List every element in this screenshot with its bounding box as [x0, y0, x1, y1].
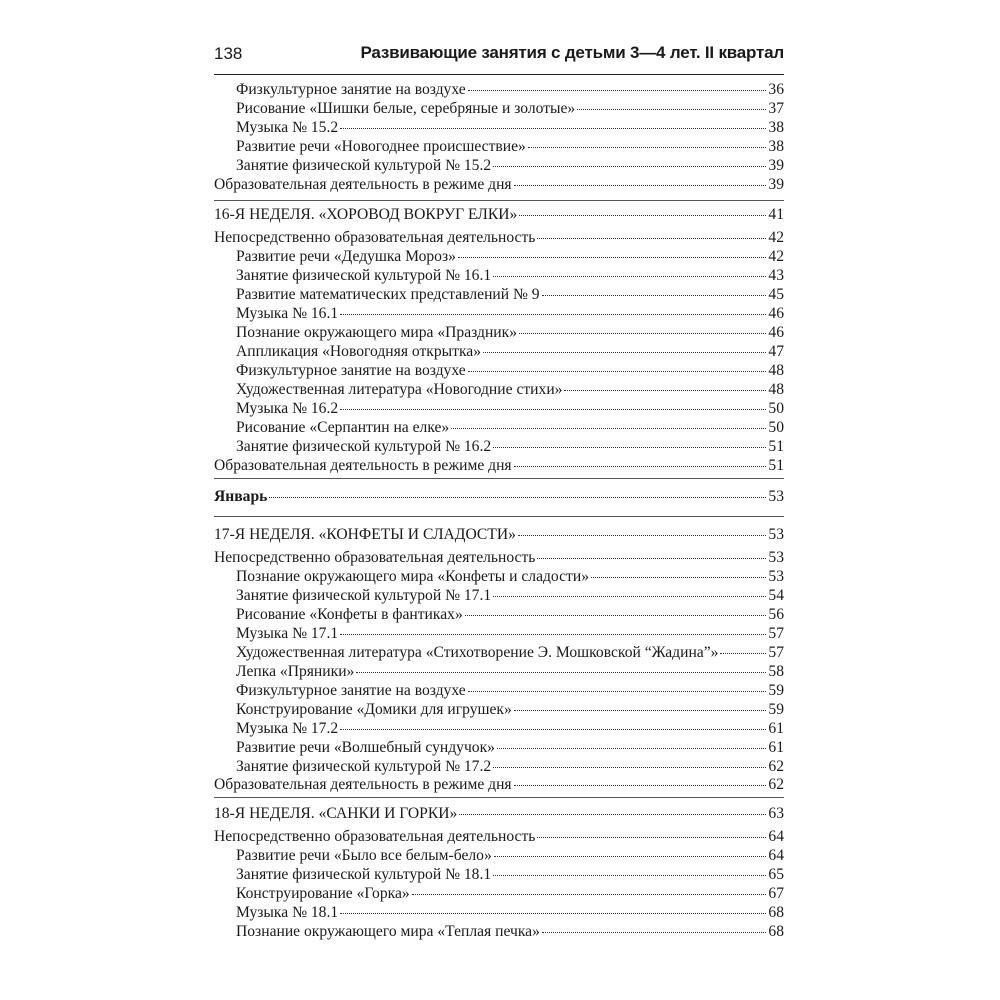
toc-entry-label: Художественная литература «Стихотворение Э. Мошковской “Жадина”» — [236, 644, 719, 661]
toc-page-number: 38 — [768, 119, 784, 136]
dot-leader — [340, 314, 766, 315]
toc-page-number: 53 — [768, 488, 784, 505]
dot-leader — [269, 497, 766, 498]
dot-leader — [537, 837, 766, 838]
toc-page-number: 48 — [768, 381, 784, 398]
dot-leader — [518, 535, 767, 536]
dot-leader — [514, 785, 767, 786]
dot-leader — [494, 856, 767, 857]
toc-entry — [236, 846, 784, 866]
toc-entry-label: Образовательная деятельность в режиме дня — [214, 457, 512, 474]
toc-page-number: 41 — [768, 206, 784, 223]
toc-entry — [236, 662, 784, 682]
toc-page-number: 68 — [768, 923, 784, 940]
toc-page-number: 47 — [768, 343, 784, 360]
dot-leader — [483, 352, 766, 353]
toc-page-number: 62 — [768, 758, 784, 775]
toc-entry-label: Развитие речи «Новогоднее происшествие» — [236, 138, 526, 155]
toc-page-number: 53 — [768, 549, 784, 566]
toc-entry-label: Непосредственно образовательная деятельность — [214, 828, 536, 845]
dot-leader — [564, 390, 766, 391]
toc-entry-label: Музыка № 17.2 — [236, 720, 339, 737]
toc-entry-label: Познание окружающего мира «Праздник» — [236, 324, 518, 341]
toc-entry-label: Занятие физической культурой № 18.1 — [236, 866, 492, 883]
toc-page-number: 64 — [768, 828, 784, 845]
dot-leader — [493, 276, 766, 277]
toc-entry-label: Образовательная деятельность в режиме дня — [214, 776, 512, 793]
running-title: Развивающие занятия с детьми 3—4 лет. II квартал — [360, 43, 784, 62]
dot-leader — [493, 596, 766, 597]
toc-page-number: 59 — [768, 682, 784, 699]
toc-page-number: 51 — [768, 457, 784, 474]
toc-entry — [236, 418, 784, 438]
toc-week-heading — [214, 804, 784, 824]
toc-entry-label: Занятие физической культурой № 15.2 — [236, 157, 492, 174]
toc-entry-label: Рисование «Серпантин на елке» — [236, 419, 450, 436]
toc-entry — [236, 605, 784, 625]
dot-leader — [537, 238, 766, 239]
dot-leader — [514, 466, 767, 467]
toc-entry — [236, 437, 784, 457]
section-divider — [214, 478, 784, 479]
toc-entry-label: Занятие физической культурой № 16.1 — [236, 267, 492, 284]
dot-leader — [340, 634, 766, 635]
toc-entry-label: Музыка № 16.2 — [236, 400, 339, 417]
toc-entry — [236, 719, 784, 739]
dot-leader — [493, 767, 766, 768]
toc-entry-label: Рисование «Конфеты в фантиках» — [236, 606, 463, 623]
toc-entry-label: Развитие речи «Дедушка Мороз» — [236, 248, 456, 265]
toc-entry — [236, 757, 784, 777]
toc-page-number: 56 — [768, 606, 784, 623]
toc-entry-label: Занятие физической культурой № 16.2 — [236, 438, 492, 455]
toc-page-number: 58 — [768, 663, 784, 680]
toc-page-number: 63 — [768, 805, 784, 822]
toc-entry — [236, 643, 784, 663]
toc-page-number: 43 — [768, 267, 784, 284]
toc-week-heading — [214, 205, 784, 225]
toc-entry-label: Конструирование «Домики для игрушек» — [236, 701, 512, 718]
toc-entry — [236, 80, 784, 100]
dot-leader — [519, 215, 766, 216]
toc-page-number: 61 — [768, 739, 784, 756]
toc-entry — [236, 137, 784, 157]
toc-entry — [236, 624, 784, 644]
dot-leader — [493, 875, 766, 876]
toc-entry-label: Развитие речи «Волшебный сундучок» — [236, 739, 495, 756]
toc-page-number: 36 — [768, 81, 784, 98]
running-header — [214, 38, 784, 75]
toc-entry-label: 18-Я НЕДЕЛЯ. «САНКИ И ГОРКИ» — [214, 805, 458, 822]
toc-page-number: 64 — [768, 847, 784, 864]
toc-entry — [236, 922, 784, 942]
dot-leader — [537, 558, 766, 559]
toc-entry — [236, 285, 784, 305]
toc-entry-label: Непосредственно образовательная деятельность — [214, 229, 536, 246]
dot-leader — [340, 128, 766, 129]
toc-entry-label: Познание окружающего мира «Конфеты и сладости» — [236, 568, 589, 585]
toc-page-number: 38 — [768, 138, 784, 155]
toc-entry — [236, 681, 784, 701]
toc-entry-label: Музыка № 17.1 — [236, 625, 339, 642]
dot-leader — [514, 185, 767, 186]
dot-leader — [468, 371, 767, 372]
toc-entry-label: Музыка № 16.1 — [236, 305, 339, 322]
dot-leader — [514, 710, 767, 711]
toc-page-number: 45 — [768, 286, 784, 303]
dot-leader — [340, 409, 766, 410]
section-divider — [214, 516, 784, 517]
toc-page-number: 57 — [768, 625, 784, 642]
toc-entry-label: Физкультурное занятие на воздухе — [236, 81, 466, 98]
toc-entry-label: Рисование «Шишки белые, серебряные и золотые» — [236, 100, 576, 117]
toc-entry-label: 16-Я НЕДЕЛЯ. «ХОРОВОД ВОКРУГ ЕЛКИ» — [214, 206, 518, 223]
toc-entry — [236, 567, 784, 587]
toc-entry — [236, 247, 784, 267]
toc-entry — [236, 865, 784, 885]
toc-entry-label: Занятие физической культурой № 17.1 — [236, 587, 492, 604]
dot-leader — [497, 748, 766, 749]
toc-entry-label: Физкультурное занятие на воздухе — [236, 682, 466, 699]
toc-entry — [236, 266, 784, 286]
toc-entry-label: 17-Я НЕДЕЛЯ. «КОНФЕТЫ И СЛАДОСТИ» — [214, 526, 516, 543]
toc-page-number: 46 — [768, 305, 784, 322]
toc-page-number: 65 — [768, 866, 784, 883]
dot-leader — [577, 109, 766, 110]
toc-page-number: 37 — [768, 100, 784, 117]
section-divider — [214, 797, 784, 798]
toc-page-number: 61 — [768, 720, 784, 737]
toc-entry-label: Аппликация «Новогодняя открытка» — [236, 343, 482, 360]
dot-leader — [542, 932, 767, 933]
toc-entry — [214, 228, 784, 248]
toc-month-heading — [214, 487, 784, 507]
toc-entry-label: Образовательная деятельность в режиме дня — [214, 176, 512, 193]
dot-leader — [591, 577, 766, 578]
toc-page-number: 51 — [768, 438, 784, 455]
dot-leader — [340, 913, 766, 914]
toc-entry — [236, 700, 784, 720]
toc-entry-label: Художественная литература «Новогодние стихи» — [236, 381, 563, 398]
toc-entry-label: Музыка № 18.1 — [236, 904, 339, 921]
toc-entry — [236, 361, 784, 381]
toc-page-number: 62 — [768, 776, 784, 793]
toc-entry — [236, 99, 784, 119]
toc-page-number: 48 — [768, 362, 784, 379]
toc-entry — [236, 156, 784, 176]
dot-leader — [542, 295, 767, 296]
dot-leader — [519, 333, 766, 334]
toc-entry-label: Физкультурное занятие на воздухе — [236, 362, 466, 379]
toc-entry-label: Познание окружающего мира «Теплая печка» — [236, 923, 540, 940]
toc-page-number: 68 — [768, 904, 784, 921]
dot-leader — [465, 615, 767, 616]
toc-page-number: 42 — [768, 229, 784, 246]
toc-page-number: 50 — [768, 419, 784, 436]
toc-entry — [236, 380, 784, 400]
toc-page-number: 39 — [768, 176, 784, 193]
dot-leader — [493, 447, 766, 448]
toc-entry-label: Развитие речи «Было все белым-бело» — [236, 847, 492, 864]
toc-entry-label: Январь — [214, 488, 268, 505]
toc-page-number: 46 — [768, 324, 784, 341]
toc-page-number: 67 — [768, 885, 784, 902]
toc-entry — [236, 304, 784, 324]
dot-leader — [340, 729, 766, 730]
toc-entry — [214, 456, 784, 476]
toc-entry-label: Лепка «Пряники» — [236, 663, 355, 680]
dot-leader — [451, 428, 766, 429]
dot-leader — [458, 257, 766, 258]
toc-entry — [214, 775, 784, 795]
toc-entry — [214, 548, 784, 568]
toc-entry — [236, 884, 784, 904]
dot-leader — [412, 894, 767, 895]
toc-entry — [214, 827, 784, 847]
toc-entry-label: Непосредственно образовательная деятельность — [214, 549, 536, 566]
toc-page-number: 53 — [768, 568, 784, 585]
page-number: 138 — [214, 44, 243, 63]
toc-entry — [236, 118, 784, 138]
toc-entry-label: Конструирование «Горка» — [236, 885, 410, 902]
toc-page-number: 42 — [768, 248, 784, 265]
toc-entry-label: Развитие математических представлений № 9 — [236, 286, 540, 303]
dot-leader — [468, 691, 767, 692]
toc-page-number: 59 — [768, 701, 784, 718]
toc-entry — [236, 342, 784, 362]
toc-entry — [236, 903, 784, 923]
dot-leader — [356, 672, 766, 673]
toc-entry — [214, 175, 784, 195]
toc-page-number: 39 — [768, 157, 784, 174]
toc-entry — [236, 738, 784, 758]
toc-entry — [236, 323, 784, 343]
toc-page-number: 57 — [768, 644, 784, 661]
dot-leader — [720, 653, 766, 654]
section-divider — [214, 200, 784, 201]
toc-entry — [236, 586, 784, 606]
toc-page-number: 50 — [768, 400, 784, 417]
dot-leader — [459, 814, 766, 815]
dot-leader — [493, 166, 766, 167]
toc-entry-label: Музыка № 15.2 — [236, 119, 339, 136]
toc-entry — [236, 399, 784, 419]
toc-week-heading — [214, 525, 784, 545]
toc-page-number: 53 — [768, 526, 784, 543]
toc-entry-label: Занятие физической культурой № 17.2 — [236, 758, 492, 775]
dot-leader — [528, 147, 767, 148]
dot-leader — [468, 90, 767, 91]
toc-page-number: 54 — [768, 587, 784, 604]
